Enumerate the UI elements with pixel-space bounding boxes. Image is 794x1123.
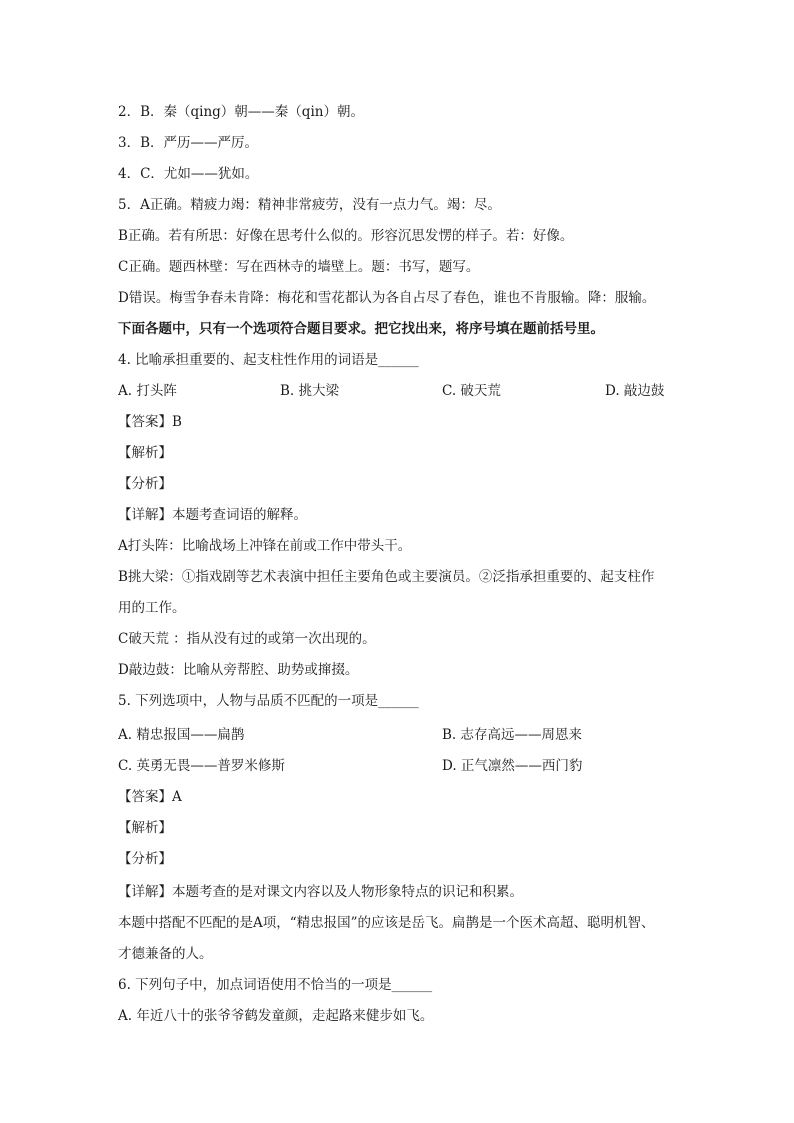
question-4-options [118,376,678,407]
q5-analysis-heading: 【解析】 [118,820,172,836]
q4-detail-a: A打头阵：比喻战场上冲锋在前或工作中带头干。 [118,538,412,554]
question-5-options-row1 [118,720,678,751]
q4-analysis-heading: 【解析】 [118,445,172,461]
answer-4: 4．C．尤如——犹如。 [118,166,259,182]
question-6: 6. 下列句子中，加点词语使用不恰当的一项是______ [118,977,433,993]
q5-option-c: C. 英勇无畏——普罗米修斯 [118,758,285,774]
q4-option-c: C. 破天荒 [442,383,501,399]
q4-detail-b-cont: 用的工作。 [118,600,186,616]
q6-option-a: A. 年近八十的张爷爷鹤发童颜，走起路来健步如飞。 [118,1008,434,1024]
q4-option-a: A. 打头阵 [118,383,177,399]
answer-3: 3．B．严历——严厉。 [118,135,259,151]
q4-detail: 【详解】本题考查词语的解释。 [118,507,307,523]
q4-answer: 【答案】B [118,414,182,430]
q5-detail-explanation-cont: 才德兼备的人。 [118,946,213,962]
q4-detail-b: B挑大梁：①指戏剧等艺术表演中担任主要角色或主要演员。②泛指承担重要的、起支柱作 [118,569,655,585]
answer-5-b: B正确。若有所思：好像在思考什么似的。形容沉思发愣的样子。若：好像。 [118,228,574,244]
question-5: 5. 下列选项中，人物与品质不匹配的一项是______ [118,693,419,709]
q4-detail-c: C破天荒 ：指从没有过的或第一次出现的。 [118,631,376,647]
answer-5-c: C正确。题西林壁：写在西林寺的墙壁上。题：书写，题写。 [118,259,480,275]
q5-option-b: B. 志存高远——周恩来 [442,727,583,743]
question-4: 4. 比喻承担重要的、起支柱性作用的词语是______ [118,352,419,368]
section-instruction: 下面各题中，只有一个选项符合题目要求。把它找出来，将序号填在题前括号里。 [118,321,604,337]
q5-option-d: D. 正气凛然——西门豹 [442,758,583,774]
q4-option-d: D. 敲边鼓 [605,383,665,399]
question-5-options-row2 [118,751,678,782]
answer-5-a: 5．A正确。精疲力竭：精神非常疲劳，没有一点力气。竭：尽。 [118,197,501,213]
q4-analyze-heading: 【分析】 [118,476,172,492]
q4-detail-d: D敲边鼓：比喻从旁帮腔、助势或撺掇。 [118,662,359,678]
answer-2: 2．B．秦（qing）朝——秦（qin）朝。 [118,104,364,120]
q5-analyze-heading: 【分析】 [118,851,172,867]
q5-detail: 【详解】本题考查的是对课文内容以及人物形象特点的识记和积累。 [118,884,523,900]
q5-detail-explanation: 本题中搭配不匹配的是A项，“精忠报国”的应该是岳飞。扁鹊是一个医术高超、聪明机智、 [118,915,655,931]
q4-option-b: B. 挑大梁 [280,383,340,399]
answer-5-d: D错误。梅雪争春未肯降：梅花和雪花都认为各自占尽了春色，谁也不肯服输。降：服输。 [118,290,656,306]
q5-answer: 【答案】A [118,789,182,805]
q5-option-a: A. 精忠报国——扁鹊 [118,727,245,743]
